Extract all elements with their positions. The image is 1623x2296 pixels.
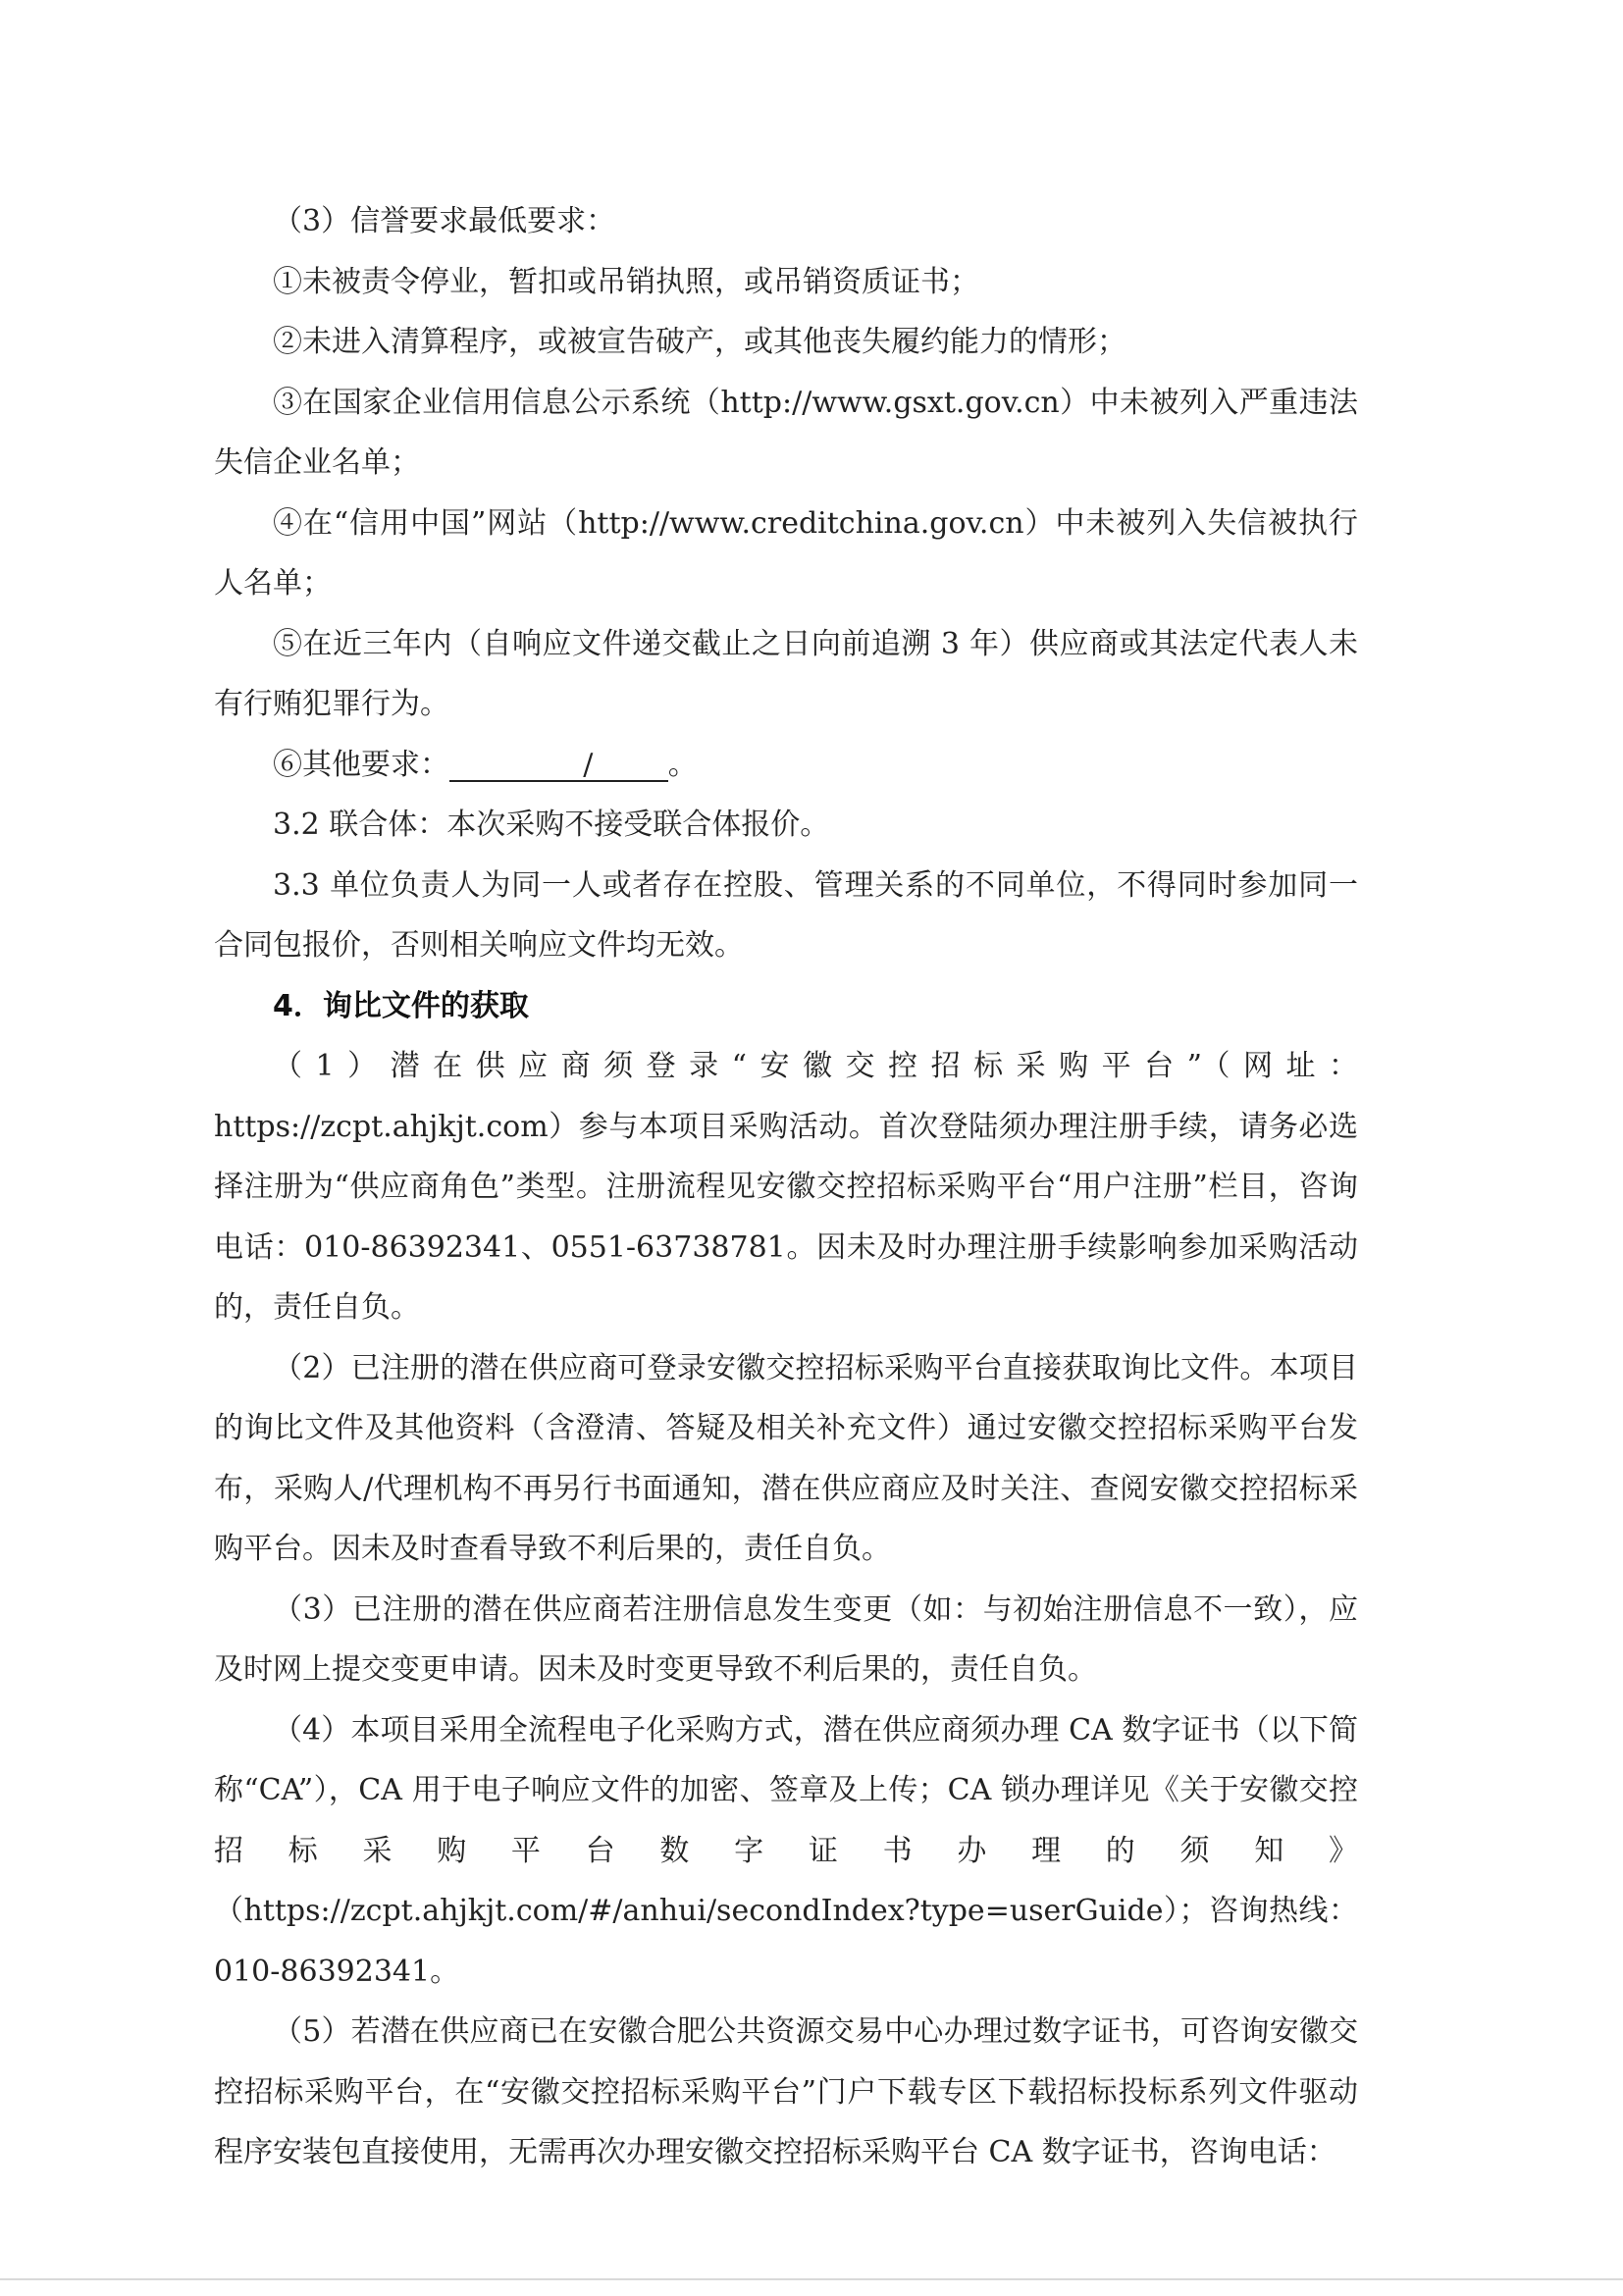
clause-3-3: 3.3 单位负责人为同一人或者存在控股、管理关系的不同单位，不得同时参加同一合同包报价，否则相关响应文件均无效。 xyxy=(214,867,1358,963)
credit-requirements-title: （3）信誉要求最低要求： xyxy=(273,204,616,238)
section-4-paragraph-3: （3）已注册的潜在供应商若注册信息发生变更（如：与初始注册信息不一致），应及时网上提交变更申请。因未及时变更导致不利后果的，责任自负。 xyxy=(214,1592,1358,1687)
document-body xyxy=(214,191,1358,2183)
credit-item-3: ③在国家企业信用信息公示系统（http://www.gsxt.gov.cn）中未被列入严重违法失信企业名单； xyxy=(214,385,1358,480)
credit-item-4: ④在“信用中国”网站（http://www.creditchina.gov.cn）中未被列入失信被执行人名单； xyxy=(214,505,1358,600)
other-requirements-end: 。 xyxy=(667,747,698,782)
credit-item-2: ②未进入清算程序，或被宣告破产，或其他丧失履约能力的情形； xyxy=(273,325,1126,359)
section-4-paragraph-2: （2）已注册的潜在供应商可登录安徽交控招标采购平台直接获取询比文件。本项目的询比文件及其他资料（含澄清、答疑及相关补充文件）通过安徽交控招标采购平台发布，采购人/代理机构不再另行书面通知，潜在供应商应及时关注、查阅安徽交控招标采购平台。因未及时查看导致不利后果的，责任自负。 xyxy=(214,1350,1358,1566)
credit-item-6 xyxy=(214,735,1358,796)
section-4-paragraph-5: （5）若潜在供应商已在安徽合肥公共资源交易中心办理过数字证书，可咨询安徽交控招标采购平台，在“安徽交控招标采购平台”门户下载专区下载招标投标系列文件驱动程序安装包直接使用，无需再次办理安徽交控招标采购平台 CA 数字证书，咨询电话： xyxy=(214,2014,1358,2169)
other-requirements-blank xyxy=(449,747,668,782)
section-4-paragraph-4: （4）本项目采用全流程电子化采购方式，潜在供应商须办理 CA 数字证书（以下简称“CA”），CA 用于电子响应文件的加密、签章及上传；CA 锁办理详见《关于安徽交控招标采购平台数字证书办理的须知》（https://zcpt.ahjkjt.com/#/anhui/secondIndex?type=userGuide）；咨询热线：010-86392341。 xyxy=(214,1712,1358,1989)
section-4-heading: 4．询比文件的获取 xyxy=(273,988,529,1023)
other-requirements-label: ⑥其他要求： xyxy=(273,747,449,782)
credit-item-5: ⑤在近三年内（自响应文件递交截止之日向前追溯 3 年）供应商或其法定代表人未有行贿犯罪行为。 xyxy=(214,626,1358,721)
credit-item-1: ①未被责令停业，暂扣或吊销执照，或吊销资质证书； xyxy=(273,264,979,299)
other-requirements-value: / xyxy=(583,747,594,782)
clause-3-2: 3.2 联合体：本次采购不接受联合体报价。 xyxy=(273,808,830,842)
section-4-paragraph-1: （1）潜在供应商须登录“安徽交控招标采购平台”（网址：https://zcpt.ahjkjt.com）参与本项目采购活动。首次登陆须办理注册手续，请务必选择注册为“供应商角色”类型。注册流程见安徽交控招标采购平台“用户注册”栏目，咨询电话：010-86392341、0551-63738781。因未及时办理注册手续影响参加采购活动的，责任自负。 xyxy=(214,1049,1358,1325)
scan-edge-line xyxy=(0,2278,1623,2280)
